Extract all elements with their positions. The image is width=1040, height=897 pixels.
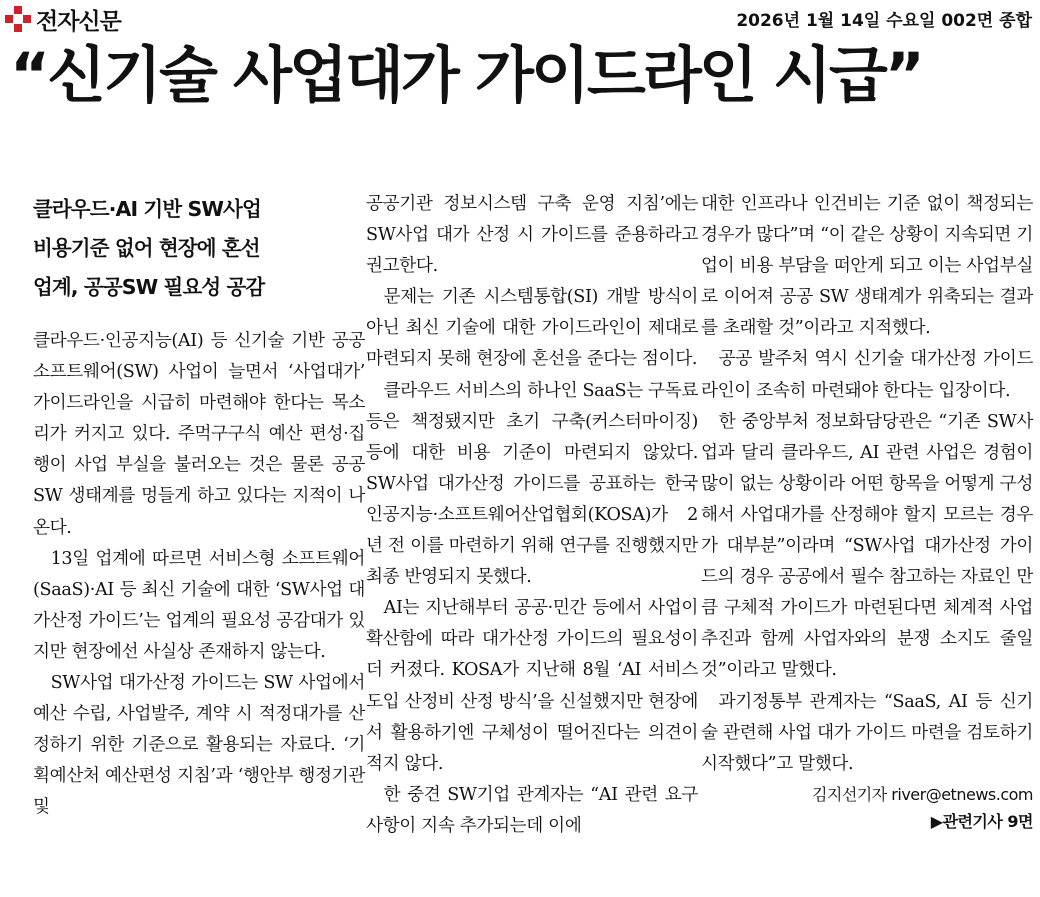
article-column-3 — [701, 189, 1033, 835]
byline: 김지선기자 river@etnews.com — [811, 784, 1033, 804]
dateline: 2026년 1월 14일 수요일 002면 종합 — [736, 11, 1032, 31]
subhead-line: 업계, 공공SW 필요성 공감 — [33, 275, 265, 299]
logo-text: 전자신문 — [36, 8, 121, 35]
article-column-2 — [366, 189, 698, 842]
article-paragraph: 문제는 기존 시스템통합(SI) 개발 방식이 아닌 최신 기술에 대한 가이드라인이 제대로 마련되지 못해 현장에 혼선을 준다는 점이다. — [366, 287, 698, 370]
article-paragraph: 한 중견 SW기업 관계자는 “AI 관련 요구사항이 지속 추가되는데 이에 — [366, 784, 698, 836]
article-paragraph: 클라우드·인공지능(AI) 등 신기술 기반 공공 소프트웨어(SW) 사업이 늘면서 ‘사업대가’ 가이드라인을 시급히 마련해야 한다는 목소리가 커지고 있다. 주먹구구식 예산 편성·집행이 사업 부실을 불러오는 것은 물론 공공 SW 생태계를 멍들게 하고 있다는 지적이 나온다. — [33, 331, 365, 538]
article-subheadline — [33, 190, 365, 307]
subhead-line: 비용기준 없어 현장에 혼선 — [33, 236, 260, 260]
article-paragraph: AI는 지난해부터 공공·민간 등에서 사업이 확산함에 따라 대가산정 가이드의 필요성이 더 커졌다. KOSA가 지난해 8월 ‘AI 서비스 도입 산정비 산정 방식’을 신설했지만 현장에서 활용하기엔 구체성이 떨어진다는 의견이 적지 않다. — [366, 598, 698, 774]
article-paragraph: 과기정통부 관계자는 “SaaS, AI 등 신기술 관련해 사업 대가 가이드 마련을 검토하기 시작했다”고 말했다. — [701, 691, 1033, 774]
article-column-1 — [33, 190, 365, 824]
article-paragraph-continued: 대한 인프라나 인건비는 기준 없이 책정되는 경우가 많다”며 “이 같은 상황이 지속되면 기업이 비용 부담을 떠안게 되고 이는 사업부실로 이어져 공공 SW 생태계가 위축되는 결과를 초래할 것”이라고 지적했다. — [701, 194, 1033, 339]
publication-logo — [4, 3, 121, 35]
article-paragraph: 한 중앙부처 정보화담당관은 “기존 SW사업과 달리 클라우드, AI 관련 사업은 경험이 많이 없는 상황이라 어떤 항목을 어떻게 구성해서 사업대가를 산정해야 할지 모르는 경우가 대부분”이라며 “SW사업 대가산정 가이드의 경우 공공에서 필수 참고하는 자료인 만큼 구체적 가이드가 마련된다면 체계적 사업 추진과 함께 사업자와의 분쟁 소지도 줄일 것”이라고 말했다. — [701, 411, 1033, 681]
article-paragraph: 공공 발주처 역시 신기술 대가산정 가이드라인이 조속히 마련돼야 한다는 입장이다. — [701, 349, 1033, 401]
article-paragraph: 클라우드 서비스의 하나인 SaaS는 구독료 등은 책정됐지만 초기 구축(커스터마이징) 등에 대한 비용 기준이 마련되지 않았다. SW사업 대가산정 가이드를 공표하는 한국인공지능·소프트웨어산업협회(KOSA)가 2년 전 이를 마련하기 위해 연구를 진행했지만 최종 반영되지 못했다. — [366, 380, 698, 588]
logo-icon — [4, 5, 32, 33]
article-paragraph: 13일 업계에 따르면 서비스형 소프트웨어(SaaS)·AI 등 최신 기술에 대한 ‘SW사업 대가산정 가이드’는 업계의 필요성 공감대가 있지만 현장에선 사실상 존재하지 않는다. — [33, 548, 365, 662]
subhead-line: 클라우드·AI 기반 SW사업 — [33, 197, 261, 221]
article-paragraph: SW사업 대가산정 가이드는 SW 사업에서 예산 수립, 사업발주, 계약 시 적정대가를 산정하기 위한 기준으로 활용되는 자료다. ‘기획예산처 예산편성 지침’과 ‘행안부 행정기관 및 — [33, 673, 365, 818]
article-headline: “신기술 사업대가 가이드라인 시급” — [10, 40, 922, 111]
article-paragraph-continued: 공공기관 정보시스템 구축 운영 지침’에는 SW사업 대가 산정 시 가이드를 준용하라고 권고한다. — [366, 194, 698, 277]
related-article-link[interactable]: ▶관련기사 9면 — [930, 811, 1033, 831]
